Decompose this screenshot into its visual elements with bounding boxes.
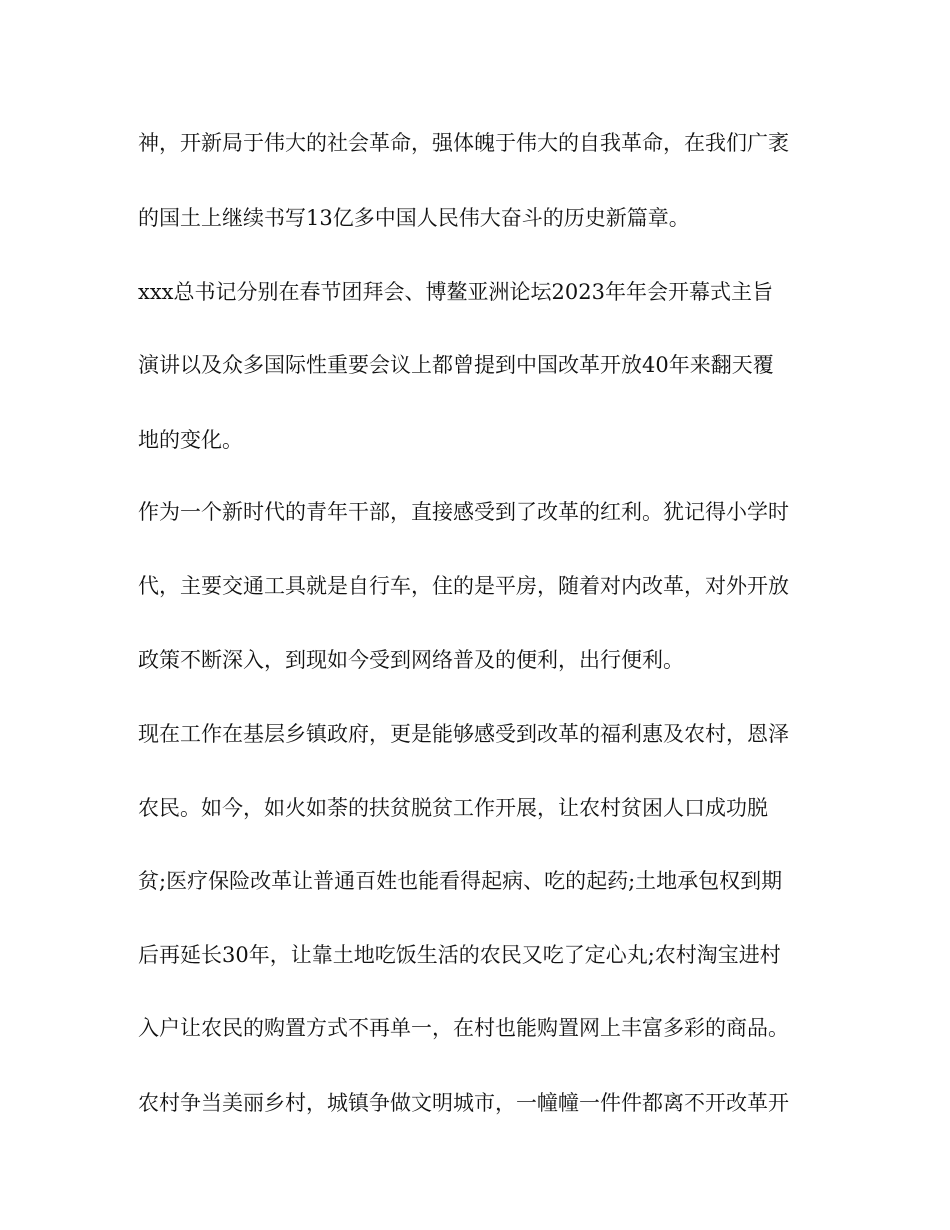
text-line: 代，主要交通工具就是自行车，住的是平房，随着对内改革，对外开放	[138, 574, 789, 598]
text-line: 现在工作在基层乡镇政府，更是能够感受到改革的福利惠及农村，恩泽	[138, 722, 789, 746]
text-line: 后再延长30年，让靠土地吃饭生活的农民又吃了定心丸;农村淘宝进村	[138, 943, 781, 967]
text-line: 入户让农民的购置方式不再单一，在村也能购置网上丰富多彩的商品。	[138, 1016, 789, 1040]
text-line: 政策不断深入，到现如今受到网络普及的便利，出行便利。	[138, 648, 684, 672]
text-line: 农民。如今，如火如荼的扶贫脱贫工作开展，让农村贫困人口成功脱	[138, 796, 768, 820]
text-line: 贫;医疗保险改革让普通百姓也能看得起病、吃的起药;土地承包权到期	[138, 869, 783, 893]
text-line: 作为一个新时代的青年干部，直接感受到了改革的红利。犹记得小学时	[138, 500, 789, 524]
text-line: 农村争当美丽乡村，城镇争做文明城市，一幢幢一件件都离不开改革开	[138, 1091, 789, 1115]
text-line: xxx总书记分别在春节团拜会、博鳌亚洲论坛2023年年会开幕式主旨	[138, 280, 773, 304]
text-line: 地的变化。	[138, 428, 243, 452]
text-line: 神，开新局于伟大的社会革命，强体魄于伟大的自我革命，在我们广袤	[138, 131, 789, 155]
text-line: 演讲以及众多国际性重要会议上都曾提到中国改革开放40年来翻天覆	[138, 353, 774, 377]
text-line: 的国土上继续书写13亿多中国人民伟大奋斗的历史新篇章。	[138, 206, 690, 230]
